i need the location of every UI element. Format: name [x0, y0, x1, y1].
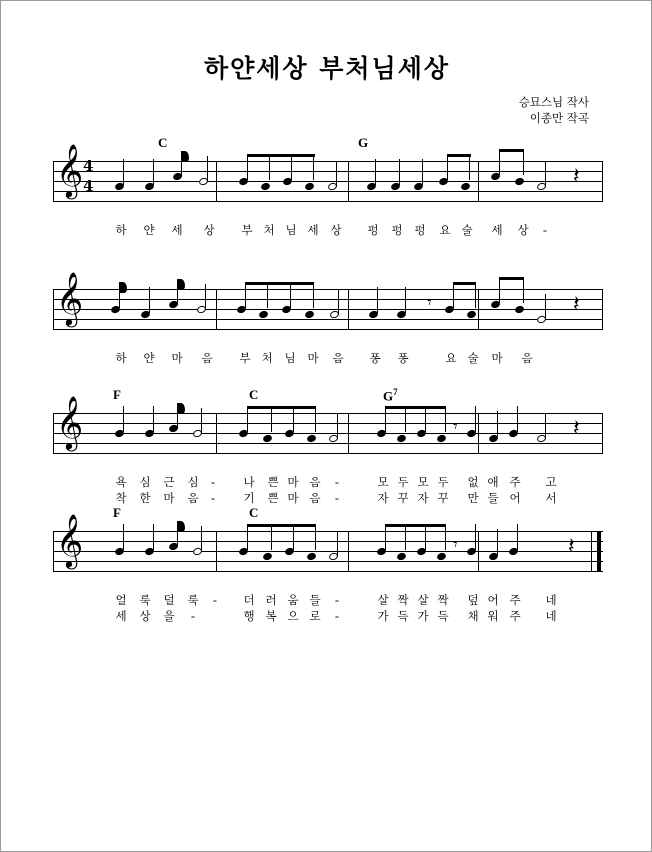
lyric-syllable: 주: [509, 609, 521, 623]
lyric-syllable: 님: [285, 223, 297, 237]
barline: [348, 531, 349, 572]
lyric-syllable: 모: [377, 475, 389, 489]
lyric-syllable: 쁜: [267, 475, 279, 489]
notehead: [258, 310, 269, 320]
lyric-syllable: 살: [377, 593, 389, 607]
barline: [348, 289, 349, 330]
stem: [290, 282, 291, 308]
lyric-syllable: 으: [287, 609, 299, 623]
lyric-syllable: 욕: [115, 475, 127, 489]
stem: [201, 526, 202, 552]
stem: [153, 406, 154, 432]
stem: [425, 406, 426, 432]
notehead: [436, 552, 447, 562]
staff-line: [53, 561, 603, 562]
staff-line: [53, 289, 603, 290]
beam: [499, 277, 524, 280]
stem: [385, 406, 386, 432]
notehead: [262, 434, 273, 444]
quarter-rest: 𝄽: [573, 292, 580, 317]
stem: [497, 411, 498, 437]
lyric-syllable: 네: [545, 593, 557, 607]
flag: [182, 151, 189, 162]
stem: [422, 159, 423, 185]
staff-line: [53, 161, 603, 162]
flag: [178, 279, 185, 290]
stem: [269, 154, 270, 180]
lyric-syllable: 자: [417, 491, 429, 505]
treble-clef-icon: 𝄞: [56, 271, 84, 325]
lyric-syllable: 펑: [391, 223, 403, 237]
quarter-rest: 𝄽: [568, 534, 575, 559]
stem: [123, 524, 124, 550]
stem: [497, 529, 498, 555]
chord-symbol: C: [158, 135, 168, 150]
chord-symbol: C: [249, 505, 259, 520]
lyric-syllable: 들: [309, 593, 321, 607]
stem: [247, 406, 248, 432]
flag: [178, 403, 185, 414]
staff-line: [53, 433, 603, 434]
stem: [523, 277, 524, 303]
lyric-syllable: 상: [330, 223, 342, 237]
stem: [293, 406, 294, 432]
notehead: [306, 552, 317, 562]
notehead: [514, 305, 525, 315]
chord-quality: 7: [393, 387, 398, 397]
barline: [602, 161, 603, 202]
lyric-syllable: -: [542, 223, 548, 237]
stem: [337, 413, 338, 439]
beam: [247, 524, 316, 527]
lyric-syllable: 로: [309, 609, 321, 623]
page-title: 하얀세상 부처님세상: [203, 54, 451, 83]
barline: [216, 413, 217, 454]
stem: [315, 524, 316, 550]
lyric-syllable: 세: [307, 223, 319, 237]
stem: [475, 282, 476, 308]
beam: [245, 282, 314, 285]
quarter-rest: 𝄽: [573, 164, 580, 189]
music-system-4: [53, 505, 603, 651]
lyric-syllable: -: [334, 609, 340, 623]
lyric-syllable: 짝: [437, 593, 449, 607]
stem: [453, 282, 454, 308]
stem: [291, 154, 292, 180]
lyric-syllable: 세: [491, 223, 503, 237]
lyric-syllable: 짝: [397, 593, 409, 607]
stem: [545, 294, 546, 320]
chord-root: G: [383, 388, 394, 404]
stem: [499, 149, 500, 175]
lyric-syllable: 착: [115, 491, 127, 505]
lyric-syllable: 기: [243, 491, 255, 505]
lyric-syllable: 펑: [414, 223, 426, 237]
lyric-syllable: -: [334, 475, 340, 489]
lyric-syllable: 퐁: [369, 351, 381, 365]
stem: [499, 277, 500, 303]
lyric-syllable: 얀: [143, 223, 155, 237]
lyric-syllable: 한: [139, 491, 151, 505]
lyric-syllable: 가: [377, 609, 389, 623]
lyric-syllable: 마: [307, 351, 319, 365]
beam: [499, 149, 524, 152]
lyric-syllable: 마: [287, 475, 299, 489]
stem: [405, 524, 406, 550]
staff-line: [53, 201, 603, 202]
lyric-syllable: 들: [487, 491, 499, 505]
lyric-syllable: -: [210, 475, 216, 489]
stem: [313, 282, 314, 308]
stem: [271, 406, 272, 432]
stem: [123, 159, 124, 185]
final-barline: [597, 531, 601, 572]
lyric-syllable: 부: [239, 351, 251, 365]
lyric-syllable: 심: [187, 475, 199, 489]
stem: [247, 154, 248, 180]
stem: [205, 284, 206, 310]
barline: [478, 161, 479, 202]
lyric-syllable: -: [212, 593, 218, 607]
composer-credit: 이종만 작곡: [529, 111, 589, 125]
staff-line: [53, 551, 603, 552]
lyric-syllable: 음: [187, 491, 199, 505]
lyric-syllable: 복: [265, 609, 277, 623]
staff-line: [53, 453, 603, 454]
barline: [53, 161, 54, 202]
lyric-syllable: 꾸: [437, 491, 449, 505]
lyricist-credit: 승묘스님 작사: [518, 95, 589, 109]
chord-symbol: G: [358, 135, 369, 150]
lyric-syllable: 처: [263, 223, 275, 237]
time-signature: [83, 159, 93, 194]
staff-2: [53, 271, 603, 331]
lyric-syllable: 을: [163, 609, 175, 623]
lyric-syllable: 음: [309, 475, 321, 489]
lyric-syllable: 만: [467, 491, 479, 505]
beam: [447, 154, 471, 157]
stem: [445, 524, 446, 550]
lyric-syllable: 마: [287, 491, 299, 505]
stem: [337, 531, 338, 557]
lyric-syllable: 음: [201, 351, 213, 365]
chord-symbol: [383, 387, 398, 404]
stem: [338, 289, 339, 315]
barline: [348, 161, 349, 202]
stem: [207, 156, 208, 182]
lyric-syllable: 득: [397, 609, 409, 623]
lyric-syllable: 심: [139, 475, 151, 489]
notehead: [436, 434, 447, 444]
stem: [336, 161, 337, 187]
lyric-syllable: 덜: [163, 593, 175, 607]
lyrics-line-1: [53, 223, 603, 243]
lyric-syllable: -: [190, 609, 196, 623]
stem: [267, 282, 268, 308]
staff-line: [53, 443, 603, 444]
staff-line: [53, 299, 603, 300]
notehead: [396, 434, 407, 444]
lyric-syllable: 얀: [143, 351, 155, 365]
stem: [405, 287, 406, 313]
stem: [517, 524, 518, 550]
lyric-syllable: 하: [115, 351, 127, 365]
music-system-1: [53, 135, 603, 281]
beam: [247, 406, 316, 409]
lyric-syllable: 애: [487, 475, 499, 489]
lyric-syllable: 움: [287, 593, 299, 607]
lyric-syllable: 자: [377, 491, 389, 505]
stem: [475, 406, 476, 432]
lyric-syllable: 요: [445, 351, 457, 365]
lyric-syllable: 술: [467, 351, 479, 365]
lyric-syllable: 모: [417, 475, 429, 489]
staff-line: [53, 191, 603, 192]
lyric-syllable: 꾸: [397, 491, 409, 505]
staff-line: [53, 319, 603, 320]
music-system-3: [53, 387, 603, 533]
lyric-syllable: 행: [243, 609, 255, 623]
lyric-syllable: 나: [243, 475, 255, 489]
staff-line: [53, 571, 603, 572]
staff-line: [53, 329, 603, 330]
barline: [216, 531, 217, 572]
lyric-syllable: 가: [417, 609, 429, 623]
beam: [247, 154, 315, 157]
lyrics-line-4b: [53, 609, 603, 629]
lyric-syllable: 고: [545, 475, 557, 489]
barline: [478, 531, 479, 572]
stem: [123, 406, 124, 432]
lyric-syllable: 네: [545, 609, 557, 623]
chord-symbol: F: [113, 387, 121, 402]
stem: [445, 406, 446, 432]
stem: [315, 406, 316, 432]
lyric-syllable: 음: [332, 351, 344, 365]
lyric-syllable: 서: [545, 491, 557, 505]
lyric-syllable: 펑: [367, 223, 379, 237]
barline: [478, 289, 479, 330]
lyric-syllable: 두: [437, 475, 449, 489]
lyric-syllable: 두: [397, 475, 409, 489]
stem: [405, 406, 406, 432]
stem: [375, 159, 376, 185]
stem: [247, 524, 248, 550]
lyric-syllable: 룩: [187, 593, 199, 607]
staff-line: [53, 171, 603, 172]
eighth-rest: 𝄾: [453, 534, 458, 555]
lyric-syllable: 어: [509, 491, 521, 505]
lyric-syllable: 러: [265, 593, 277, 607]
staff-1: [53, 135, 603, 203]
notehead: [306, 434, 317, 444]
lyric-syllable: 득: [437, 609, 449, 623]
stem: [469, 154, 470, 180]
notehead: [396, 552, 407, 562]
beam: [453, 282, 476, 285]
stem: [517, 406, 518, 432]
time-signature-numerator: 4: [83, 157, 94, 175]
lyric-syllable: 덮: [467, 593, 479, 607]
stem: [545, 413, 546, 439]
barline: [53, 413, 54, 454]
lyric-syllable: 더: [243, 593, 255, 607]
stem: [425, 524, 426, 550]
lyric-syllable: 부: [241, 223, 253, 237]
lyric-syllable: -: [334, 593, 340, 607]
barline: [602, 413, 603, 454]
stem: [153, 524, 154, 550]
lyrics-line-3b: [53, 491, 603, 511]
lyric-syllable: 음: [521, 351, 533, 365]
eighth-rest: 𝄾: [453, 416, 458, 437]
lyric-syllable: 어: [487, 593, 499, 607]
lyric-syllable: 워: [487, 609, 499, 623]
lyric-syllable: 술: [461, 223, 473, 237]
lyric-syllable: 세: [115, 609, 127, 623]
barline: [53, 289, 54, 330]
staff-line: [53, 413, 603, 414]
quarter-rest: 𝄽: [573, 416, 580, 441]
barline: [591, 531, 592, 572]
stem: [293, 524, 294, 550]
barline: [216, 161, 217, 202]
chord-symbol: F: [113, 505, 121, 520]
stem: [377, 287, 378, 313]
lyric-syllable: 처: [261, 351, 273, 365]
lyric-syllable: 룩: [139, 593, 151, 607]
notehead: [466, 310, 477, 320]
beam: [385, 524, 446, 527]
stem: [313, 154, 314, 180]
treble-clef-icon: 𝄞: [56, 143, 84, 197]
lyrics-line-2: [53, 351, 603, 371]
stem: [201, 408, 202, 434]
credits: [519, 94, 589, 126]
notehead: [304, 182, 315, 192]
lyric-syllable: 하: [115, 223, 127, 237]
notehead: [304, 310, 315, 320]
staff-3: [53, 387, 603, 455]
music-system-2: [53, 271, 603, 409]
lyric-syllable: 주: [509, 593, 521, 607]
lyric-syllable: 쁜: [267, 491, 279, 505]
lyric-syllable: 상: [139, 609, 151, 623]
lyric-syllable: 요: [439, 223, 451, 237]
staff-4: [53, 505, 603, 573]
chord-symbol: C: [249, 387, 259, 402]
lyric-syllable: 마: [163, 491, 175, 505]
notehead: [262, 552, 273, 562]
barline: [602, 289, 603, 330]
stem: [399, 159, 400, 185]
stem: [385, 524, 386, 550]
lyric-syllable: 채: [467, 609, 479, 623]
treble-clef-icon: 𝄞: [56, 513, 84, 567]
staff-line: [53, 531, 603, 532]
stem: [271, 524, 272, 550]
beam: [385, 406, 446, 409]
notehead: [514, 177, 525, 187]
lyric-syllable: 상: [203, 223, 215, 237]
lyric-syllable: -: [334, 491, 340, 505]
stem: [545, 161, 546, 187]
flag: [120, 282, 127, 293]
stem: [475, 524, 476, 550]
lyric-syllable: 마: [171, 351, 183, 365]
lyric-syllable: 음: [309, 491, 321, 505]
lyric-syllable: 상: [517, 223, 529, 237]
stem: [149, 287, 150, 313]
time-signature-denominator: 4: [83, 177, 94, 195]
barline: [53, 531, 54, 572]
lyric-syllable: 세: [171, 223, 183, 237]
lyric-syllable: 살: [417, 593, 429, 607]
stem: [153, 159, 154, 185]
stem: [245, 282, 246, 308]
flag: [178, 521, 185, 532]
lyric-syllable: -: [210, 491, 216, 505]
staff-line: [53, 541, 603, 542]
notehead: [460, 182, 471, 192]
lyric-syllable: 주: [509, 475, 521, 489]
stem: [523, 149, 524, 175]
notehead: [260, 182, 271, 192]
stem: [447, 154, 448, 180]
treble-clef-icon: 𝄞: [56, 395, 84, 449]
barline: [216, 289, 217, 330]
lyric-syllable: 마: [491, 351, 503, 365]
lyric-syllable: 근: [163, 475, 175, 489]
eighth-rest: 𝄾: [427, 292, 432, 313]
lyric-syllable: 님: [284, 351, 296, 365]
lyric-syllable: 얼: [115, 593, 127, 607]
lyric-syllable: 퐁: [397, 351, 409, 365]
barline: [478, 413, 479, 454]
barline: [348, 413, 349, 454]
staff-line: [53, 423, 603, 424]
lyric-syllable: 없: [467, 475, 479, 489]
